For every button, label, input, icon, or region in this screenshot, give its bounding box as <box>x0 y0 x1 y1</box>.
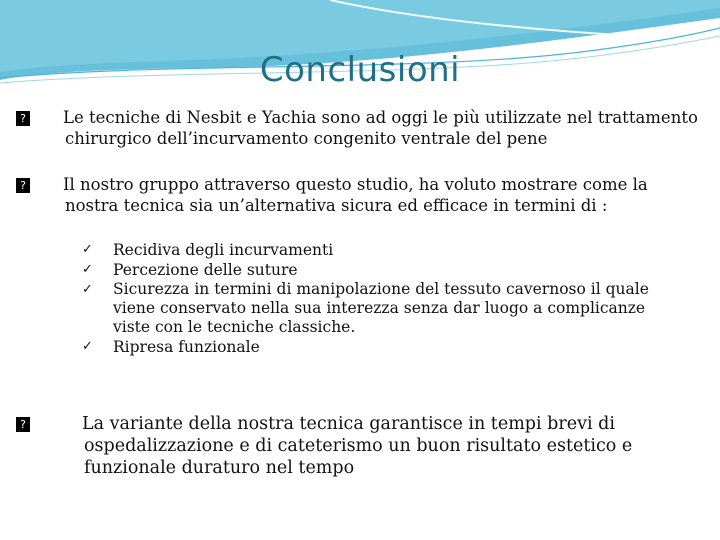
criteria-checklist <box>82 240 682 357</box>
checklist-item-text: Ripresa funzionale <box>113 338 260 356</box>
paragraph-text: Le tecniche di Nesbit e Yachia sono ad oggi le più utilizzate nel trattamento chirurgico dell’incurvamento congenito ventrale del pene <box>63 108 698 148</box>
missing-glyph-bullet-icon: ? <box>16 417 30 432</box>
checklist-item <box>82 260 682 280</box>
checklist-item-text: Percezione delle suture <box>113 261 298 279</box>
checkmark-icon: ✓ <box>82 242 93 257</box>
checkmark-icon: ✓ <box>82 262 93 277</box>
paragraph-text: Il nostro gruppo attraverso questo studio, ha voluto mostrare come la nostra tecnica sia un’alternativa sicura ed efficace in termini di : <box>63 175 648 215</box>
paragraph-study <box>16 174 706 216</box>
checkmark-icon: ✓ <box>82 339 93 354</box>
missing-glyph-bullet-icon: ? <box>16 178 30 193</box>
checklist-item-text: Sicurezza in termini di manipolazione del tessuto cavernoso il quale viene conservato nella sua interezza senza dar luogo a complicanze viste con le tecniche classiche. <box>113 280 649 336</box>
checklist-item <box>82 280 682 337</box>
slide-title: Conclusioni <box>259 50 461 90</box>
checklist-item <box>82 337 682 357</box>
checklist-item <box>82 240 682 260</box>
checkmark-icon: ✓ <box>82 282 93 297</box>
checklist-item-text: Recidiva degli incurvamenti <box>113 241 334 259</box>
paragraph-conclusion <box>16 413 706 479</box>
paragraph-techniques <box>16 107 706 149</box>
missing-glyph-bullet-icon: ? <box>16 111 30 126</box>
paragraph-text: La variante della nostra tecnica garantisce in tempi brevi di ospedalizzazione e di cateterismo un buon risultato estetico e funzionale duraturo nel tempo <box>82 414 633 478</box>
